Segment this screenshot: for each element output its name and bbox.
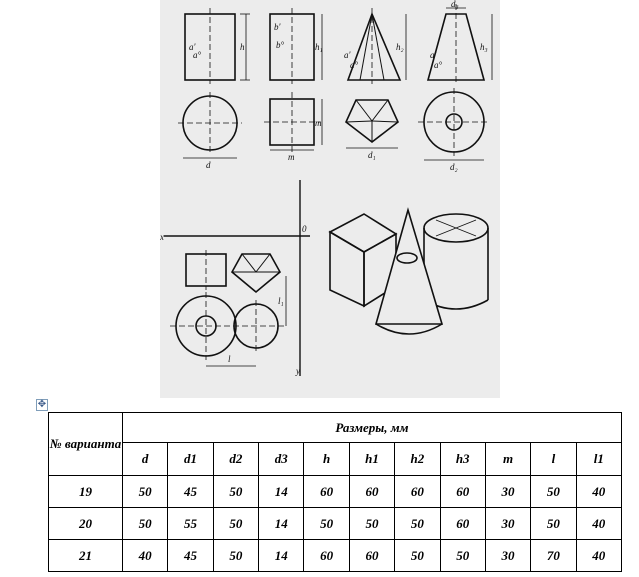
svg-text:a': a'	[189, 42, 196, 52]
svg-text:a°: a°	[434, 60, 443, 70]
composite-top-view	[170, 292, 284, 366]
svg-text:a': a'	[344, 50, 351, 60]
table-cell: 40	[576, 540, 621, 572]
column-header: d1	[168, 443, 213, 476]
svg-text:a°: a°	[193, 50, 202, 60]
svg-text:d₃: d₃	[451, 0, 459, 9]
table-cell: 70	[531, 540, 576, 572]
frustum-top-view	[418, 88, 490, 172]
table-cell: 60	[440, 476, 485, 508]
svg-text:d: d	[206, 160, 211, 170]
table-cell: 40	[123, 540, 168, 572]
technical-drawing	[160, 0, 500, 398]
table-cell: 50	[304, 508, 349, 540]
table-cell: 40	[576, 476, 621, 508]
dims-header: Размеры, мм	[123, 413, 622, 443]
variant-header: № варианта	[49, 413, 123, 476]
svg-text:b': b'	[274, 22, 281, 32]
table-cell: 50	[213, 476, 258, 508]
cylinder-front-view	[185, 8, 250, 84]
table-cell: 30	[485, 476, 530, 508]
column-header: l1	[576, 443, 621, 476]
svg-text:l₁: l₁	[278, 296, 284, 306]
table-cell: 50	[349, 508, 394, 540]
table-cell: 30	[485, 508, 530, 540]
svg-text:m: m	[288, 152, 295, 162]
table-cell: 55	[168, 508, 213, 540]
svg-text:x: x	[160, 232, 164, 242]
table-cell: 60	[304, 476, 349, 508]
table-header-row	[49, 413, 622, 443]
table-cell: 50	[123, 476, 168, 508]
svg-text:m: m	[315, 118, 322, 128]
table-cell: 60	[349, 476, 394, 508]
table-cell: 60	[304, 540, 349, 572]
composite-front-view	[186, 250, 286, 326]
svg-text:a': a'	[430, 50, 437, 60]
table-cell: 45	[168, 540, 213, 572]
table-row	[49, 540, 622, 572]
column-header: d3	[259, 443, 304, 476]
table-cell: 30	[485, 540, 530, 572]
table-cell: 50	[395, 540, 440, 572]
table-cell: 14	[259, 508, 304, 540]
table-row	[49, 508, 622, 540]
svg-text:y: y	[296, 366, 300, 376]
column-header: m	[485, 443, 530, 476]
column-header: h3	[440, 443, 485, 476]
column-header: h1	[349, 443, 394, 476]
column-header: h2	[395, 443, 440, 476]
prism-front-view	[270, 8, 323, 84]
prism-top-view	[264, 92, 322, 162]
dimensions-table	[48, 412, 622, 572]
svg-text:b°: b°	[276, 40, 285, 50]
svg-text:h₁: h₁	[315, 42, 323, 52]
isometric-view	[330, 210, 488, 334]
svg-text:l: l	[228, 354, 231, 364]
svg-text:h₂: h₂	[396, 42, 404, 52]
variant-cell: 21	[49, 540, 123, 572]
table-cell: 50	[213, 540, 258, 572]
frustum-front-view	[428, 0, 492, 84]
column-header: h	[304, 443, 349, 476]
table-row	[49, 476, 622, 508]
table-cell: 40	[576, 508, 621, 540]
table-cell: 60	[349, 540, 394, 572]
column-header: d	[123, 443, 168, 476]
svg-text:0: 0	[302, 224, 307, 234]
table-cell: 50	[123, 508, 168, 540]
table-cell: 60	[440, 508, 485, 540]
svg-text:a°: a°	[350, 60, 359, 70]
table-move-handle-icon[interactable]: ✥	[37, 399, 47, 410]
table-cell: 14	[259, 476, 304, 508]
svg-text:h₃: h₃	[480, 42, 488, 52]
table-cell: 45	[168, 476, 213, 508]
table-cell: 50	[213, 508, 258, 540]
table-columns-row	[49, 443, 622, 476]
table-cell: 50	[531, 508, 576, 540]
table-cell: 60	[395, 476, 440, 508]
variant-cell: 20	[49, 508, 123, 540]
pyramid-top-view	[346, 100, 398, 160]
table-cell: 50	[440, 540, 485, 572]
svg-text:h: h	[240, 42, 245, 52]
svg-text:d₂: d₂	[450, 162, 458, 172]
table-cell: 14	[259, 540, 304, 572]
svg-text:d₁: d₁	[368, 150, 376, 160]
cylinder-top-view	[178, 92, 242, 170]
column-header: d2	[213, 443, 258, 476]
table-cell: 50	[531, 476, 576, 508]
variant-cell: 19	[49, 476, 123, 508]
pyramid-front-view	[344, 8, 406, 84]
table-cell: 50	[395, 508, 440, 540]
column-header: l	[531, 443, 576, 476]
